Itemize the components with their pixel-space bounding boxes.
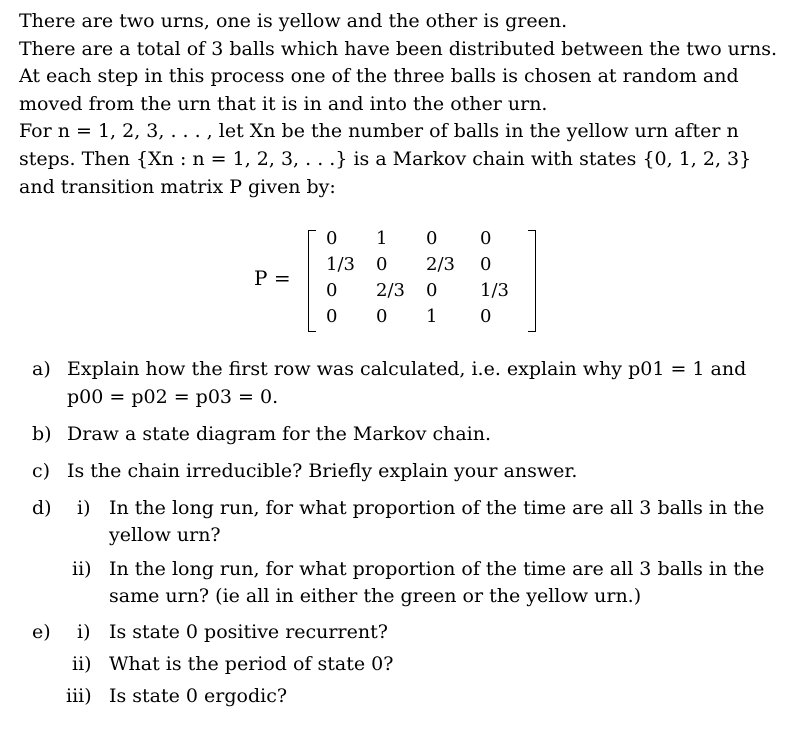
matrix-cell: 0 [326, 280, 338, 301]
matrix-cell: 1 [376, 228, 388, 249]
problem-intro [19, 8, 779, 201]
matrix-label: P = [254, 266, 291, 290]
intro-line: steps. Then {Xn : n = 1, 2, 3, . . .} is a Markov chain with states {0, 1, 2, 3} [19, 147, 752, 170]
question-text: Draw a state diagram for the Markov chain. [67, 423, 492, 445]
intro-line: There are a total of 3 balls which have been distributed between the two urns. [19, 37, 778, 60]
subquestion-text: In the long run, for what proportion of the time are all 3 balls in the [109, 558, 765, 580]
question-label: e) [32, 621, 51, 643]
question-label: c) [32, 460, 51, 482]
subquestion-text: What is the period of state 0? [109, 653, 394, 675]
question-text: p00 = p02 = p03 = 0. [67, 386, 279, 408]
subquestion-text: yellow urn? [109, 524, 221, 546]
intro-line: At each step in this process one of the three balls is chosen at random and [19, 65, 739, 88]
matrix-cell: 1 [426, 306, 438, 327]
subquestion-text: Is state 0 positive recurrent? [109, 621, 388, 643]
matrix-cell: 1/3 [480, 280, 509, 301]
matrix-right-bracket [528, 230, 536, 332]
matrix-cell: 0 [480, 228, 492, 249]
intro-line: There are two urns, one is yellow and the other is green. [19, 10, 568, 32]
subquestion-label: i) [77, 497, 91, 519]
question-label: d) [32, 497, 52, 519]
intro-line: moved from the urn that it is in and into the other urn. [19, 92, 548, 115]
subquestion-label: i) [77, 621, 91, 643]
matrix-cell: 0 [480, 306, 492, 327]
matrix-cell: 0 [326, 228, 338, 249]
matrix-cell: 0 [426, 228, 438, 249]
matrix-cell: 0 [376, 254, 388, 275]
subquestion-label: ii) [72, 558, 92, 580]
question-label: a) [32, 358, 51, 380]
intro-line: For n = 1, 2, 3, . . . , let Xn be the number of balls in the yellow urn after n [19, 120, 739, 143]
matrix-cell: 2/3 [426, 254, 455, 275]
matrix-cell: 2/3 [376, 280, 405, 301]
matrix-cell: 0 [426, 280, 438, 301]
matrix-cell: 0 [326, 306, 338, 327]
subquestion-text: In the long run, for what proportion of the time are all 3 balls in the [109, 497, 765, 519]
subquestion-text: same urn? (ie all in either the green or the yellow urn.) [109, 585, 642, 607]
intro-line: and transition matrix P given by: [19, 175, 336, 198]
transition-matrix [254, 228, 554, 334]
subquestion-label: ii) [72, 653, 92, 675]
matrix-cell: 0 [376, 306, 388, 327]
subquestion-label: iii) [66, 685, 92, 707]
question-label: b) [32, 423, 52, 445]
question-text: Is the chain irreducible? Briefly explain your answer. [67, 460, 578, 482]
matrix-left-bracket [308, 230, 316, 332]
subquestion-text: Is state 0 ergodic? [109, 685, 288, 707]
question-text: Explain how the first row was calculated, i.e. explain why p01 = 1 and [67, 358, 747, 380]
matrix-cell: 1/3 [326, 254, 355, 275]
matrix-cell: 0 [480, 254, 492, 275]
